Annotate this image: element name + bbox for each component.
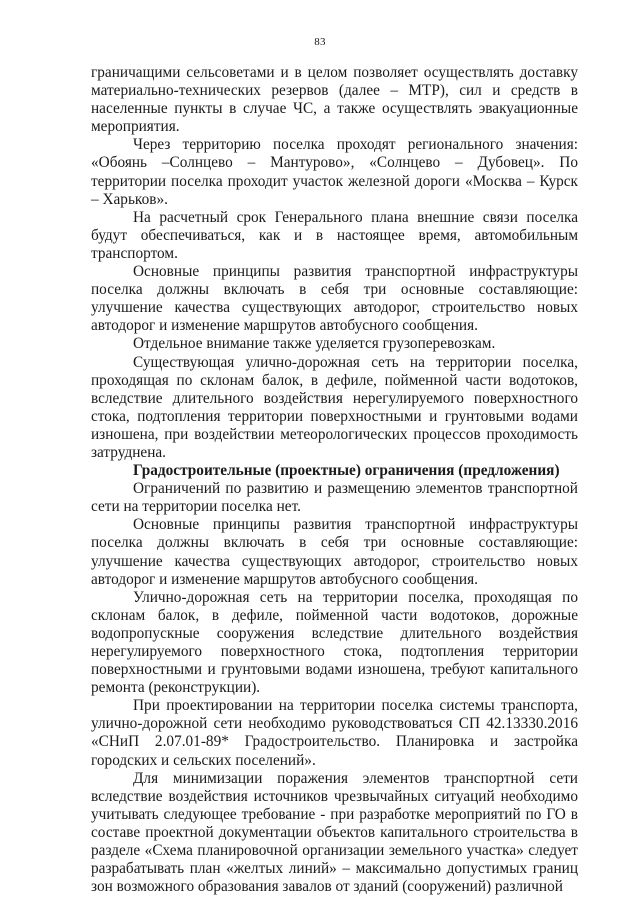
paragraph: На расчетный срок Генерального плана внешние связи поселка будут обеспечиваться, как и в настоящее время, автомобильным транспортом. — [91, 208, 578, 262]
section-heading: Градостроительные (проектные) ограничения (предложения) — [133, 462, 560, 480]
paragraph: Ограничений по развитию и размещению элементов транспортной сети на территории поселка нет. — [91, 480, 578, 516]
paragraph: Отдельное внимание также уделяется грузоперевозкам. — [133, 335, 496, 353]
paragraph: Через территорию поселка проходят регионального значения: «Обоянь –Солнцево – Мантурово», «Солнцево – Дубовец». По территории поселка проходит участок железной дороги «Москва – Курск – Харьков». — [91, 136, 578, 208]
document-body — [91, 64, 578, 896]
paragraph: Существующая улично-дорожная сеть на территории поселка, проходящая по склонам балок, в дефиле, пойменной части водотоков, вследствие длительного воздействия нерегулируемого поверхностного стока, подтопления территории поверхностными и грунтовыми водами изношена, при воздействии метеорологических процессов проходимость затруднена. — [91, 353, 578, 461]
paragraph: Основные принципы развития транспортной инфраструктуры поселка должны включать в себя три основные составляющие: улучшение качества существующих автодорог, строительство новых автодорог и изменение маршрутов автобусного сообщения. — [91, 263, 578, 335]
paragraph-continuation: граничащими сельсоветами и в целом позволяет осуществлять доставку материально-технических резервов (далее – МТР), сил и средств в населенные пункты в случае ЧС, а также осуществлять эвакуационные мероприятия. — [91, 64, 578, 136]
paragraph: Для минимизации поражения элементов транспортной сети вследствие воздействия источников чрезвычайных ситуаций необходимо учитывать следующее требование - при разработке мероприятий по ГО в составе проектной документации объектов капитального строительства в разделе «Схема планировочной организации земельного участка» следует разрабатывать план «желтых линий» – максимально допустимых границ зон возможного образования завалов от зданий (сооружений) различной — [91, 769, 578, 896]
paragraph: При проектировании на территории поселка системы транспорта, улично-дорожной сети необходимо руководствоваться СП 42.13330.2016 «СНиП 2.07.01-89* Градостроительство. Планировка и застройка городских и сельских поселений». — [91, 697, 578, 769]
paragraph: Основные принципы развития транспортной инфраструктуры поселка должны включать в себя три основные составляющие: улучшение качества существующих автодорог, строительство новых автодорог и изменение маршрутов автобусного сообщения. — [91, 516, 578, 588]
paragraph: Улично-дорожная сеть на территории поселка, проходящая по склонам балок, в дефиле, пойменной части водотоков, дорожные водопропускные сооружения вследствие длительного воздействия нерегулируемого поверхностного стока, подтопления территории поверхностными и грунтовыми водами изношена, требуют капитального ремонта (реконструкции). — [91, 588, 578, 697]
page-number: 83 — [314, 36, 326, 48]
